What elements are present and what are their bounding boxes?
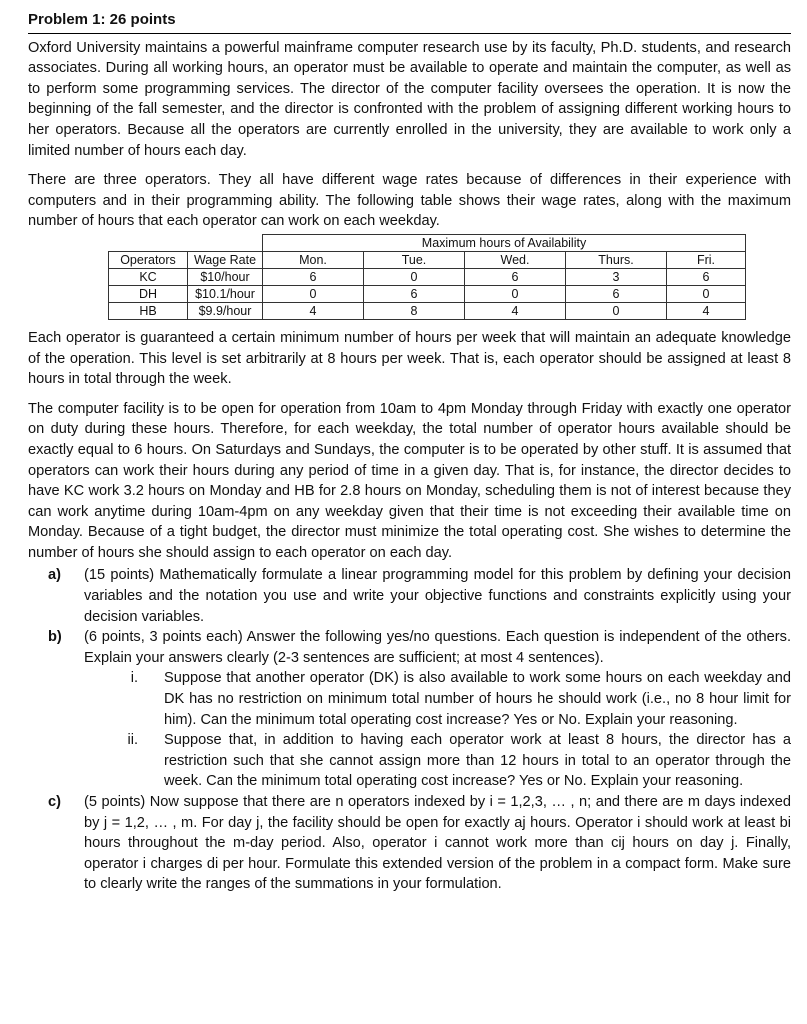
availability-table — [108, 234, 746, 320]
table-cell: $10/hour — [188, 268, 263, 285]
part-b — [28, 627, 791, 668]
table-header-cell: Fri. — [667, 251, 746, 268]
table-cell: 6 — [364, 285, 465, 302]
intro-paragraph: Oxford University maintains a powerful mainframe computer research use by its faculty, Ph.D. students, and research associates. During all working hours, an operator must be available to operate and maintain the computer, as well as to perform some programming services. The director of the computer facility oversees the operation. It is now the beginning of the fall semester, and the director is confronted with the problem of assigning different working hours to her operators. Because all the operators are currently enrolled in the university, they are available to work only a limited number of hours each day. — [28, 39, 791, 159]
table-cell: 4 — [465, 302, 566, 319]
table-row — [109, 302, 746, 319]
operators-paragraph: There are three operators. They all have different wage rates because of differences in their experience with computers and in their programming ability. The following table shows their wage rates, along with the maximum number of hours that each operator can work on each weekday. — [28, 172, 791, 230]
part-a-text: (15 points) Mathematically formulate a linear programming model for this problem by defining your decision variables and the notation you use and write your objective functions and constraints explicitly using your decision variables. — [84, 567, 791, 625]
table-cell: 0 — [667, 285, 746, 302]
part-a-label: a) — [48, 567, 61, 584]
table-header-cell: Tue. — [364, 251, 465, 268]
table-cell: 3 — [566, 268, 667, 285]
table-cell: 0 — [263, 285, 364, 302]
table-cell: 4 — [263, 302, 364, 319]
table-cell: HB — [109, 302, 188, 319]
part-b-ii — [28, 730, 791, 792]
table-group-header-row — [109, 234, 746, 251]
minimum-hours-paragraph: Each operator is guaranteed a certain minimum number of hours per week that will maintain an adequate knowledge of the operation. This level is set arbitrarily at 8 hours per week. That is, each operator should be assigned at least 8 hours in total through the week. — [28, 329, 791, 388]
table-cell: 6 — [566, 285, 667, 302]
table-cell: 6 — [667, 268, 746, 285]
table-cell: 8 — [364, 302, 465, 319]
problem-title: Problem 1: 26 points — [28, 10, 791, 34]
table-cell: DH — [109, 285, 188, 302]
table-group-header: Maximum hours of Availability — [263, 234, 746, 251]
table-cell: KC — [109, 268, 188, 285]
table-cell: $9.9/hour — [188, 302, 263, 319]
table-header-row — [109, 251, 746, 268]
table-row — [109, 268, 746, 285]
table-header-cell: Operators — [109, 251, 188, 268]
table-cell: 0 — [566, 302, 667, 319]
part-b-text: (6 points, 3 points each) Answer the following yes/no questions. Each question is independent of the others. Explain your answers clearly (2-3 sentences are sufficient; at most 4 sentences). — [84, 629, 791, 666]
part-a — [28, 565, 791, 627]
part-c — [28, 792, 791, 895]
part-b-i — [28, 668, 791, 730]
table-cell: 4 — [667, 302, 746, 319]
part-c-label: c) — [48, 794, 61, 810]
part-b-i-text: Suppose that another operator (DK) is also available to work some hours on each weekday and DK has no restriction on minimum total number of hours he should work (i.e., no 8 hour limit for him). Can the minimum total operating cost increase? Yes or No. Explain your reasoning. — [164, 670, 791, 728]
table-cell: $10.1/hour — [188, 285, 263, 302]
table-header-cell: Thurs. — [566, 251, 667, 268]
table-header-cell: Wage Rate — [188, 251, 263, 268]
schedule-paragraph: The computer facility is to be open for operation from 10am to 4pm Monday through Friday with exactly one operator on duty during these hours. Therefore, for each weekday, the total number of operator hours available should be exactly equal to 6 hours. On Saturdays and Sundays, the computer is to be operated by other stuff. It is assumed that operators can work their hours during any period of time in a given day. That is, for instance, the director decides to have KC work 3.2 hours on Monday and HB for 2.8 hours on Monday, scheduling them is not of interest because they can work anytime during 10am-4pm on any weekday given that their time is not exceeding their available time on Monday. Because of a tight budget, the director must minimize the total operating cost. She wishes to determine the number of hours she should assign to each operator on each day. — [28, 400, 791, 561]
part-c-text: (5 points) Now suppose that there are n operators indexed by i = 1,2,3, … , n; and there are m days indexed by j = 1,2, … , m. For day j, the facility should be open for exactly aj hours. Operator i should work at least bi hours throughout the m-day period. Also, operator i cannot work more than cij hours on day j. Finally, operator i charges di per hour. Formulate this extended version of the problem in a compact form. Make sure to clearly write the ranges of the summations in your formulation. — [84, 794, 791, 893]
part-b-ii-label: ii. — [127, 732, 138, 749]
part-b-label: b) — [48, 629, 62, 646]
table-cell: 0 — [465, 285, 566, 302]
table-header-cell: Mon. — [263, 251, 364, 268]
table-header-cell: Wed. — [465, 251, 566, 268]
table-row — [109, 285, 746, 302]
part-b-i-label: i. — [130, 670, 138, 687]
table-cell: 6 — [263, 268, 364, 285]
part-b-ii-text: Suppose that, in addition to having each operator work at least 8 hours, the director has a restriction such that she cannot assign more than 12 hours in total to an operator through the week. Can the minimum total operating cost increase? Yes or No. Explain your reasoning. — [164, 732, 791, 790]
table-cell: 6 — [465, 268, 566, 285]
table-cell: 0 — [364, 268, 465, 285]
